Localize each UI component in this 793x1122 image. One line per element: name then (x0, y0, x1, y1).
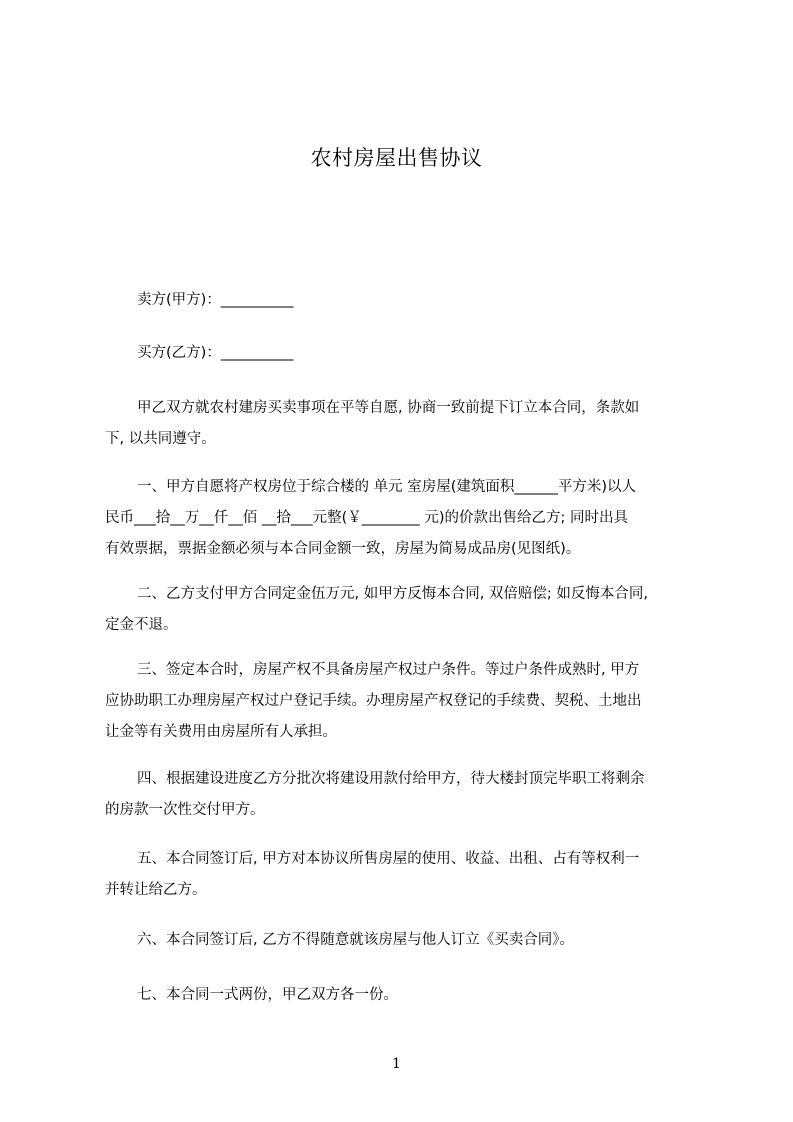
clause-line: 定金不退。 (105, 617, 178, 633)
clause-5 (105, 844, 705, 906)
clause-line: 民币___拾__万__仟__佰 __拾___元整(￥________ 元)的价款出售给乙方; 同时出具 (105, 510, 629, 526)
clause-1 (105, 472, 705, 565)
intro-line: 下, 以共同遵守。 (105, 431, 216, 447)
document-title: 农村房屋出售协议 (310, 146, 483, 170)
clause-line: 四、根据建设进度乙方分批次将建设用款付给甲方，待大楼封顶完毕职工将剩余 (137, 771, 645, 787)
clause-4 (105, 764, 705, 826)
page-number: 1 (392, 1056, 401, 1072)
buyer-line: 买方(乙方)：__________ (137, 345, 294, 361)
clause-line: 应协助职工办理房屋产权过户登记手续。办理房屋产权登记的手续费、契税、土地出 (105, 693, 642, 709)
clause-line: 的房款一次性交付甲方。 (105, 802, 265, 818)
clause-line: 七、本合同一式两份，甲乙双方各一份。 (137, 987, 398, 1003)
intro-line: 甲乙双方就农村建房买卖事项在平等自愿, 协商一致前提下订立本合同，条款如 (137, 400, 640, 416)
clause-line: 让金等有关费用由房屋所有人承担。 (105, 724, 337, 740)
intro-paragraph (105, 393, 705, 455)
clause-3 (105, 655, 705, 748)
clause-line: 有效票据，票据金额必须与本合同金额一致，房屋为简易成品房(见图纸)。 (105, 541, 581, 557)
clause-2 (105, 579, 705, 641)
clause-line: 二、乙方支付甲方合同定金伍万元, 如甲方反悔本合同, 双倍赔偿; 如反悔本合同, (137, 586, 649, 602)
clause-6 (105, 925, 705, 956)
clause-line: 一、甲方自愿将产权房位于综合楼的 单元 室房屋(建筑面积______平方米)以人 (137, 479, 637, 495)
clause-line: 三、签定本合时，房屋产权不具备房屋产权过户条件。等过户条件成熟时, 甲方 (137, 662, 640, 678)
seller-line: 卖方(甲方)：__________ (137, 292, 294, 308)
clause-line: 五、本合同签订后, 甲方对本协议所售房屋的使用、收益、出租、占有等权利一 (137, 851, 640, 867)
clause-7 (105, 980, 705, 1011)
clause-line: 并转让给乙方。 (105, 882, 207, 898)
clause-line: 六、本合同签订后, 乙方不得随意就该房屋与他人订立《买卖合同》。 (137, 932, 574, 948)
